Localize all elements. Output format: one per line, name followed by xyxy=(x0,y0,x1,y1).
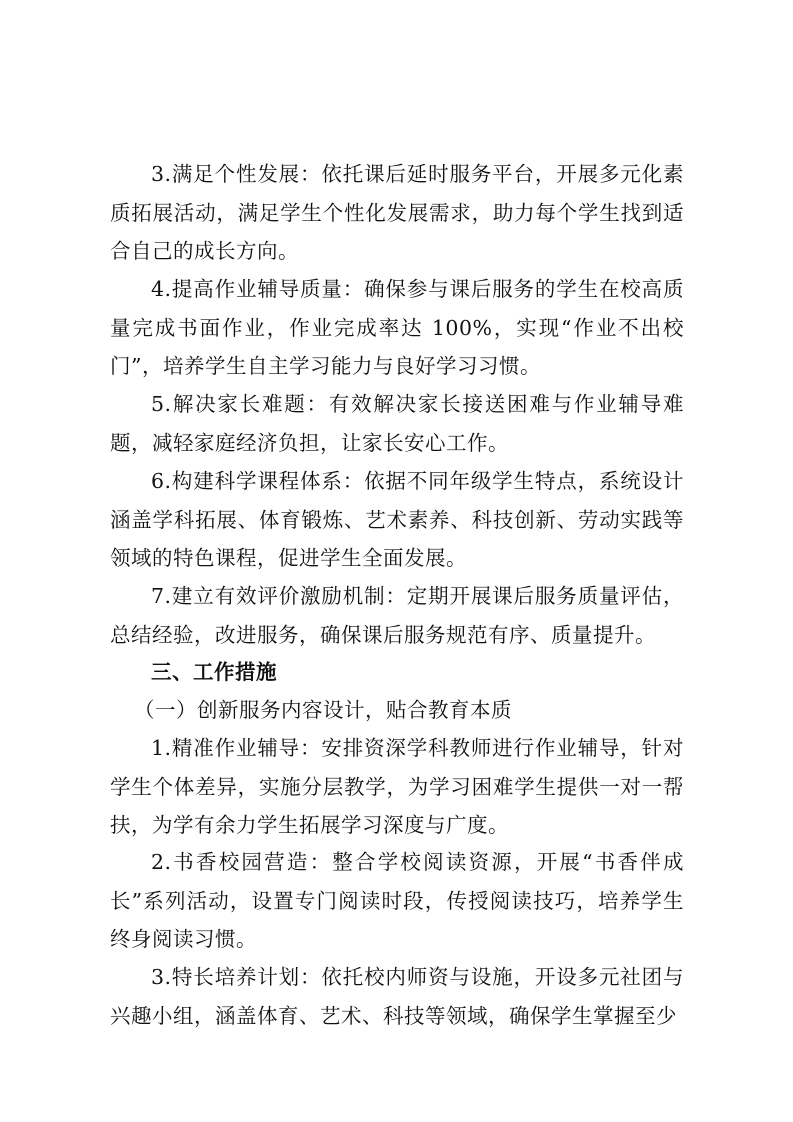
section-heading: 三、工作措施 xyxy=(151,660,277,684)
paragraph-measure-3: 3.特长培养计划：依托校内师资与设施，开设多元社团与兴趣小组，涵盖体育、艺术、科技等领域，确保学生掌握至少 xyxy=(110,965,684,1028)
paragraph-goal-6: 6.构建科学课程体系：依据不同年级学生特点，系统设计涵盖学科拓展、体育锻炼、艺术素养、科技创新、劳动实践等领域的特色课程，促进学生全面发展。 xyxy=(110,469,684,570)
paragraph-goal-4: 4.提高作业辅导质量：确保参与课后服务的学生在校高质量完成书面作业，作业完成率达 100%，实现“作业不出校门”，培养学生自主学习能力与良好学习习惯。 xyxy=(110,277,684,378)
subsection-heading: （一）创新服务内容设计，贴合教育本质 xyxy=(134,698,512,722)
paragraph-measure-2: 2.书香校园营造：整合学校阅读资源，开展“书香伴成长”系列活动，设置专门阅读时段，传授阅读技巧，培养学生终身阅读习惯。 xyxy=(110,850,684,951)
paragraph-goal-3: 3.满足个性发展：依托课后延时服务平台，开展多元化素质拓展活动，满足学生个性化发展需求，助力每个学生找到适合自己的成长方向。 xyxy=(110,162,684,263)
paragraph-goal-5: 5.解决家长难题：有效解决家长接送困难与作业辅导难题，减轻家庭经济负担，让家长安心工作。 xyxy=(110,392,684,455)
paragraph-goal-7: 7.建立有效评价激励机制：定期开展课后服务质量评估，总结经验，改进服务，确保课后服务规范有序、质量提升。 xyxy=(110,584,684,647)
paragraph-measure-1: 1.精准作业辅导：安排资深学科教师进行作业辅导，针对学生个体差异，实施分层教学，为学习困难学生提供一对一帮扶，为学有余力学生拓展学习深度与广度。 xyxy=(110,736,684,837)
